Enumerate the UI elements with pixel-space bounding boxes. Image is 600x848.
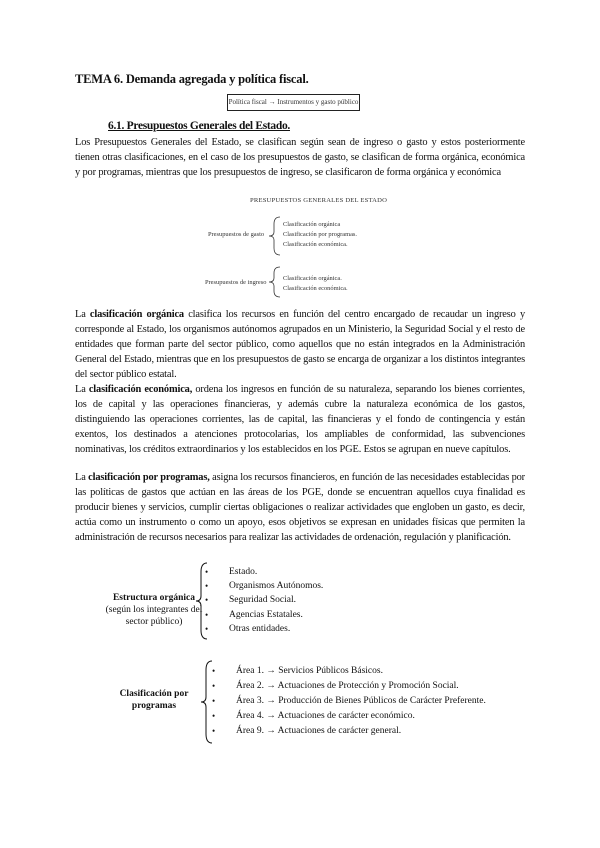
body-text: asigna los recursos financieros, en función de las necesidades establecidas por las políticas de gastos que actúan en las áreas de los PGE, donde se encuentran aquellos cuya finalidad es producir bienes y servicios, cumplir ciertas obligaciones o realizar actividades que engloben un gasto, es decir, actúa como un instrumento o como un apoyo, esos objetivos se expresan en unidades físicas que permiten la administración de recursos necesarios para realizar las actividades de ordenación, regulación y planificación. — [75, 472, 525, 544]
list-item: • Organismos Autónomos. — [205, 581, 324, 592]
ingreso-brace — [268, 266, 282, 298]
list-item: • Otras entidades. — [205, 623, 291, 634]
ingreso-item: Clasificación económica. — [283, 285, 348, 292]
ingreso-label: Presupuestos de ingreso — [205, 279, 267, 286]
bold-term: clasificación económica, — [88, 384, 193, 395]
intro-paragraph: Los Presupuestos Generales del Estado, se clasifican según sean de ingreso o gasto y estos posteriormente tienen otras clasificaciones, en el caso de los presupuestos de gasto, se clasifican de forma orgánica, económica y por programas, mientras que los presupuestos de ingreso, se clasificaron de forma orgánica y económica — [75, 137, 525, 179]
estructura-sublabel: (según los integrantes del sector público) — [105, 605, 203, 627]
ingreso-item: Clasificación orgánica. — [283, 275, 342, 282]
list-item: • Área 1. → Servicios Públicos Básicos. — [212, 666, 383, 676]
ingreso-items — [283, 274, 348, 294]
lead-text: La — [75, 309, 90, 320]
bold-term: clasificación por programas, — [88, 472, 210, 483]
gasto-item: Clasificación orgánica — [283, 221, 341, 228]
paragraph-programas — [75, 470, 525, 545]
paragraph-economica — [75, 382, 525, 457]
list-item: • Área 2. → Actuaciones de Protección y Promoción Social. — [212, 681, 459, 691]
programas-label: Clasificación por programas — [119, 689, 189, 711]
list-item: • Área 3. → Producción de Bienes Públicos de Carácter Preferente. — [212, 696, 486, 706]
lead-text: La — [75, 384, 89, 395]
estructura-list — [205, 565, 323, 636]
programas-list — [212, 664, 486, 739]
list-item: • Estado. — [205, 567, 258, 577]
lead-text: La — [75, 472, 89, 483]
body-text: ordena los ingresos en función de su naturaleza, separando los bienes corrientes, los de capital y las operaciones financieras, y además cubre la naturaleza económica de los gastos, distinguiendo las operaciones corrientes, las de capital, las financieras y el fondo de contingencia y están exentos, los destinados a atenciones protocolarias, los ampliables de conformidad, las subvenciones nominativas, los créditos extraordinarios y los establecidos en los PGE. Estos se agrupan en nueve capítulos. — [75, 384, 526, 456]
gasto-label: Presupuestos de gasto — [208, 231, 265, 238]
gasto-item: Clasificación por programas. — [283, 231, 358, 238]
list-item: • Agencias Estatales. — [205, 609, 303, 620]
diagram-title: PRESUPUESTOS GENERALES DEL ESTADO — [250, 197, 388, 204]
list-item: • Área 4. → Actuaciones de carácter económico. — [212, 711, 415, 721]
gasto-brace — [268, 216, 282, 256]
bold-term: clasificación orgánica — [89, 309, 184, 320]
section-title: 6.1. Presupuestos Generales del Estado. — [108, 120, 290, 132]
page-title: TEMA 6. Demanda agregada y política fiscal. — [75, 72, 309, 86]
gasto-items — [283, 220, 357, 250]
topic-box: Política fiscal → Instrumentos y gasto público — [227, 94, 360, 111]
gasto-item: Clasificación económica. — [283, 241, 348, 248]
list-item: • Área 9. → Actuaciones de carácter general. — [212, 726, 402, 736]
estructura-label: Estructura orgánica — [112, 593, 196, 603]
body-text: clasifica los recursos en función del centro encargado de recaudar un ingreso y corresponde al Estado, los organismos autónomos agrupados en un Ministerio, la Seguridad Social y el resto de entidades que forman parte del sector público, como aquellos que no están integrados en la Administración General del Estado, mientras que en los presupuestos de gasto se encarga de organizar a los distintos integrantes del sector público estatal. — [75, 309, 525, 381]
estructura-label-block — [98, 592, 210, 628]
paragraph-organica — [75, 307, 525, 382]
list-item: • Seguridad Social. — [205, 595, 297, 606]
